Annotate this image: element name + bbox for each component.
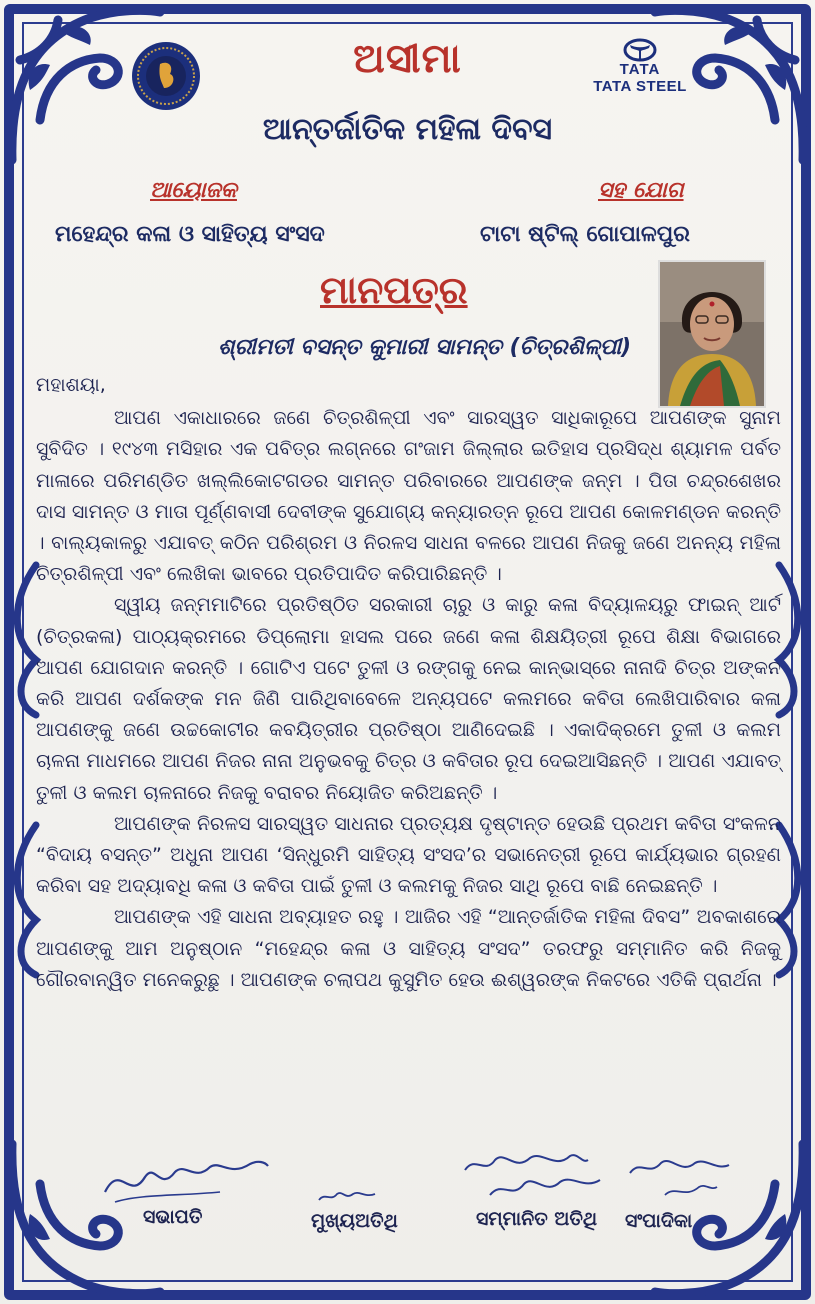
salutation: ମହାଶୟା, [36,374,106,396]
event-subtitle: ଆନ୍ତର୍ଜାତିକ ମହିଳା ଦିବସ [262,112,553,147]
signatory-secretary: ସଂପାଦିକା [625,1210,693,1232]
body-paragraph: ଆପଣଙ୍କ ଏହି ସାଧନା ଅବ୍ୟାହତ ରହୁ । ଆଜିର ଏହି “ଆନ୍ତର୍ଜାତିକ ମହିଳା ଦିବସ” ଅବକାଶରେ ଆପଣଙ୍କୁ ଆମ ଅନୁଷ୍ଠାନ “ମହେନ୍ଦ୍ର କଳା ଓ ସାହିତ୍ୟ ସଂସଦ” ତରଫରୁ ସମ୍ମାନିତ କରି ନିଜକୁ ଗୌରବାନ୍ୱିତ ମନେକରୁଛୁ । ଆପଣଙ୍କ ଚଲାପଥ କୁସୁମିତ ହେଉ ଈଶ୍ୱରଙ୍କ ନିକଟରେ ଏତିକି ପ୍ରାର୍ଥନା । [36,906,781,991]
signature-honoured-guest [460,1150,630,1210]
cooperation-label: ସହ ଯୋଗ [598,178,684,203]
cooperation-name: ଟାଟା ଷ୍ଟିଲ୍ ଗୋପାଳପୁର [480,222,690,247]
event-title: ଅସୀମା [353,36,462,82]
body-paragraph: ସ୍ୱୀୟ ଜନ୍ମମାଟିରେ ପ୍ରତିଷ୍ଠିତ ସରକାରୀ ଚାରୁ ଓ କାରୁ କଳା ବିଦ୍ୟାଳୟରୁ ଫାଇନ୍ ଆର୍ଟ (ଚିତ୍ରକଳା) ପାଠ୍ୟକ୍ରମରେ ଡିପ୍ଲୋମା ହାସଲ ପରେ ଜଣେ କଳା ଶିକ୍ଷୟିତ୍ରୀ ରୂପେ ଶିକ୍ଷା ବିଭାଗରେ ଆପଣ ଯୋଗଦାନ କରନ୍ତି । ଗୋଟିଏ ପଟେ ତୁଳୀ ଓ ରଙ୍ଗକୁ ନେଇ କାନ୍‌ଭାସ୍‌ରେ ନାନାଦି ଚିତ୍ର ଅଙ୍କନ କରି ଆପଣ ଦର୍ଶକଙ୍କ ମନ ଜିଣି ପାରିଥିବାବେଳେ ଅନ୍ୟପଟେ କଲମରେ କବିତା ଲେଖିପାରିବାର କଳା ଆପଣଙ୍କୁ ଜଣେ ଉଚ୍ଚକୋଟୀର କବୟିତ୍ରୀର ପ୍ରତିଷ୍ଠା ଆଣିଦେଇଛି । ଏକାଦିକ୍ରମେ ତୁଳୀ ଓ କଲମ ଚାଳନା ମାଧମରେ ଆପଣ ନିଜର ନାନା ଅନୁଭବକୁ ଚିତ୍ର ଓ କବିତାର ରୂପ ଦେଇଆସିଛନ୍ତି । ଆପଣ ଏଯାବତ୍ ତୁଳୀ ଓ କଲମ ଚାଳନାରେ ନିଜକୁ ବରାବର ନିୟୋଜିତ କରିଅଛନ୍ତି । [36,594,781,804]
honoree-name: ଶ୍ରୀମତୀ ବସନ୍ତ କୁମାରୀ ସାମନ୍ତ (ଚିତ୍ରଶିଳ୍ପୀ) [218,335,632,360]
signature-row [0,1150,815,1240]
signatory-chief-guest: ମୁଖ୍ୟଅତିଥି [311,1210,398,1232]
signatory-president: ସଭାପତି [143,1206,203,1228]
signatory-honoured-guest: ସମ୍ମାନିତ ଅତିଥି [476,1208,598,1230]
body-paragraph: ଆପଣ ଏକାଧାରରେ ଜଣେ ଚିତ୍ରଶିଳ୍ପୀ ଏବଂ ସାରସ୍ୱତ ସାଧିକାରୂପେ ଆପଣଙ୍କ ସୁନାମ ସୁବିଦିତ । ୧୯୪୩ ମସିହାର ଏକ ପବିତ୍ର ଲଗ୍ନରେ ଗଂଜାମ ଜିଲ୍ଲାର ଇତିହାସ ପ୍ରସିଦ୍ଧ ଶ୍ୟାମଳ ପର୍ବତ ମାଳାରେ ପରିମଣ୍ଡିତ ଖଲ୍ଲିକୋଟଗଡର ସାମନ୍ତ ପରିବାରରେ ଆପଣଙ୍କ ଜନ୍ମ । ପିତା ଚନ୍ଦ୍ରଶେଖର ଦାସ ସାମନ୍ତ ଓ ମାତା ପୂର୍ଣ୍ଣବାସୀ ଦେବୀଙ୍କ ସୁଯୋଗ୍ୟ କନ୍ୟାରତ୍ନ ରୂପେ ଆପଣ କୋଳମଣ୍ଡନ କରନ୍ତି । ବାଲ୍ୟକାଳରୁ ଏଯାବତ୍ କଠିନ ପରିଶ୍ରମ ଓ ନିରଳସ ସାଧନା ବଳରେ ଆପଣ ନିଜକୁ ଜଣେ ଅନନ୍ୟ ମହିଳା ଚିତ୍ରଶିଳ୍ପୀ ଏବଂ ଲେଖିକା ଭାବରେ ପ୍ରତିପାଦିତ କରିପାରିଛନ୍ତି । [36,407,781,586]
signature-chief-guest [315,1188,385,1206]
tata-steel-label: TATA STEEL [593,78,687,95]
certificate-body [36,370,781,996]
certificate-title: ମାନପତ୍ର [320,268,468,312]
signature-president [100,1152,270,1207]
organiser-label: ଆୟୋଜକ [150,178,237,203]
body-paragraph: ଆପଣଙ୍କ ନିରଳସ ସାରସ୍ୱତ ସାଧନାର ପ୍ରତ୍ୟକ୍ଷ ଦୃଷ୍ଟାନ୍ତ ହେଉଛି ପ୍ରଥମ କବିତା ସଂକଳନ “ବିଦାୟ ବସନ୍ତ” ଅଧୁନା ଆପଣ ‘ସିନ୍ଧୁରମି ସାହିତ୍ୟ ସଂସଦ’ର ସଭାନେତ୍ରୀ ରୂପେ କାର୍ଯ୍ୟଭାର ଗ୍ରହଣ କରିବା ସହ ଅଦ୍ୟାବଧି କଳା ଓ କବିତା ପାଇଁ ତୁଳୀ ଓ କଲମକୁ ନିଜର ସାଥି ରୂପେ ବାଛି ନେଇଛନ୍ତି । [36,812,781,898]
signature-secretary [625,1155,735,1205]
tata-label: TATA [619,61,661,78]
organiser-name: ମହେନ୍ଦ୍ର କଳା ଓ ସାହିତ୍ୟ ସଂସଦ [55,222,325,247]
